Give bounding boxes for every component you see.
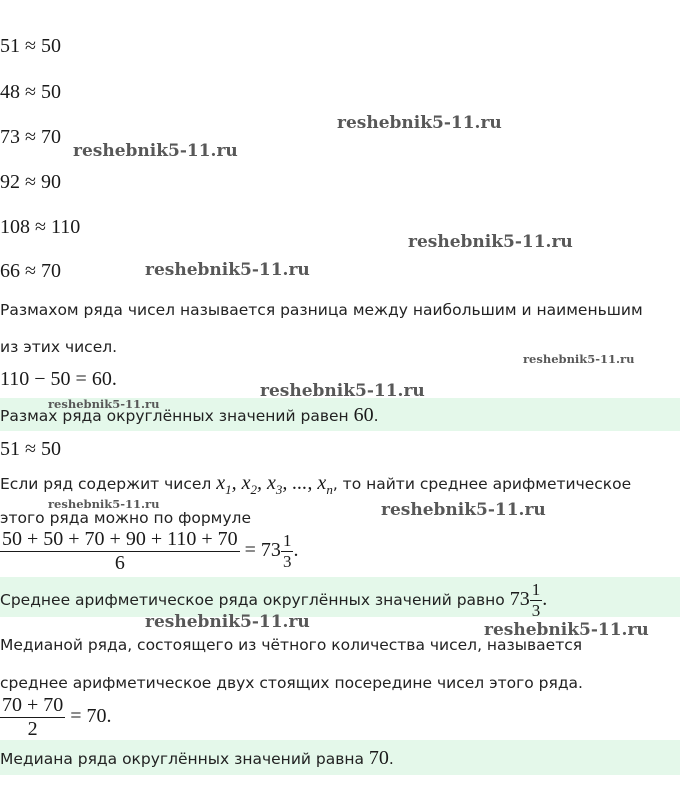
watermark: reshebnik5-11.ru: [484, 620, 649, 640]
watermark: reshebnik5-11.ru: [523, 352, 635, 366]
median-definition-line1: Медианой ряда, состоящего из чётного количества чисел, называется: [0, 636, 583, 654]
watermark: reshebnik5-11.ru: [48, 497, 160, 511]
median-formula: $\frac{70 + 70}{2}$ = 70.: [2, 694, 112, 740]
range-definition-line2: из этих чисел.: [0, 338, 118, 356]
approx-line-3: 73 ≈ 70: [0, 126, 61, 148]
watermark: reshebnik5-11.ru: [145, 612, 310, 632]
approx-line-6: 66 ≈ 70: [0, 260, 61, 282]
watermark: reshebnik5-11.ru: [260, 381, 425, 401]
approx-line-2: 48 ≈ 50: [0, 81, 61, 103]
approx-line-4: 92 ≈ 90: [0, 171, 61, 193]
approx-line-1: 51 ≈ 50: [0, 35, 61, 57]
range-result: Размах ряда округлённых значений равен 60.: [0, 404, 379, 426]
watermark: reshebnik5-11.ru: [408, 232, 573, 252]
mean-result: Среднее арифметическое ряда округлённых значений равно 73 $\frac{1}{3}$ .: [0, 580, 548, 620]
median-result: Медиана ряда округлённых значений равна 70.: [0, 747, 394, 769]
watermark: reshebnik5-11.ru: [381, 500, 546, 520]
range-definition-line1: Размахом ряда чисел называется разница между наибольшим и наименьшим: [0, 301, 643, 319]
watermark: reshebnik5-11.ru: [337, 113, 502, 133]
mean-formula: $\frac{50 + 50 + 70 + 90 + 110 + 70}{6}$ = 73 $\frac{1}{3}$ .: [2, 528, 299, 574]
mean-formula-fraction: $\frac{50 + 50 + 70 + 90 + 110 + 70}{6}$: [2, 528, 238, 574]
range-calculation: 110 − 50 = 60.: [0, 368, 117, 390]
mean-definition-line2: этого ряда можно по формуле: [0, 509, 251, 527]
mean-definition-line1: Если ряд содержит чисел $x_1$, $x_2$, $x_3$, ..., $x_n$, то найти среднее арифметическое: [0, 472, 632, 497]
variables-list: $x_1$, $x_2$, $x_3$, ..., $x_n$: [216, 472, 333, 497]
watermark: reshebnik5-11.ru: [145, 260, 310, 280]
approx-line-5: 108 ≈ 110: [0, 216, 81, 238]
watermark: reshebnik5-11.ru: [48, 397, 160, 411]
median-formula-fraction: $\frac{70 + 70}{2}$: [2, 694, 64, 740]
median-definition-line2: среднее арифметическое двух стоящих посередине чисел этого ряда.: [0, 674, 583, 692]
watermark: reshebnik5-11.ru: [73, 141, 238, 161]
approx-line-extra: 51 ≈ 50: [0, 438, 61, 460]
